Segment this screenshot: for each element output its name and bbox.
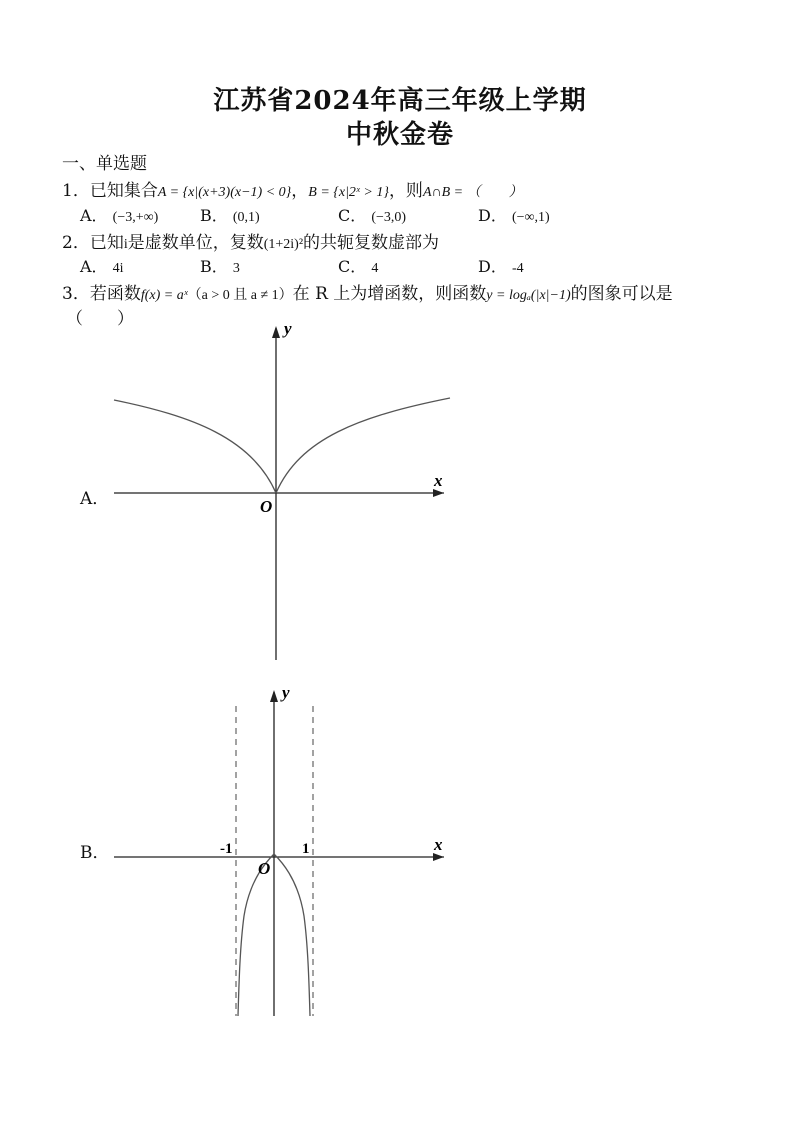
option-label: C． (338, 257, 367, 276)
question-1 (62, 176, 523, 201)
graph-a (100, 318, 460, 668)
question-number: 1． (62, 181, 90, 201)
option-value: 4i (112, 261, 124, 276)
question-2 (62, 228, 439, 253)
y-axis-arrow (272, 326, 280, 338)
option-label: B． (200, 257, 228, 276)
axis-label-x: x (434, 471, 443, 490)
q3-option-b[interactable]: B． (80, 843, 110, 863)
option-value: 4 (371, 261, 379, 276)
curve-right (276, 398, 450, 493)
axis-label-y: y (282, 683, 290, 702)
option-value: 3 (232, 261, 240, 276)
q2-option-b[interactable] (200, 254, 240, 277)
function-y: y = logₐ(|x|−1) (486, 288, 571, 303)
tick-label-pos1: 1 (302, 841, 310, 857)
section-label: 一、单选题 (62, 154, 147, 174)
page-title-line1: 江苏省2024年高三年级上学期 (213, 86, 587, 116)
question-text: 已知 (89, 233, 124, 253)
question-text: 若函数 (89, 284, 141, 304)
q1-option-c[interactable] (338, 203, 406, 226)
y-axis-arrow (270, 690, 278, 702)
option-label: B． (200, 206, 228, 225)
axis-label-x: x (434, 835, 443, 854)
imaginary-unit: i (123, 237, 128, 252)
option-label: C． (338, 206, 367, 225)
question-text: ，则 (388, 181, 423, 201)
option-label: D． (478, 206, 507, 225)
complex-expression: (1+2i)² (263, 237, 304, 252)
option-value: (−3,0) (371, 210, 407, 225)
question-3 (62, 279, 673, 304)
axis-label-y: y (284, 319, 292, 338)
q1-option-a[interactable] (80, 203, 158, 226)
question-text: 在 R 上为增函数，则函数 (292, 284, 487, 304)
option-value: -4 (511, 261, 524, 276)
question-number: 3． (62, 284, 90, 304)
x-axis-arrow (433, 853, 444, 861)
question-text: 的共轭复数虚部为 (303, 233, 440, 253)
q1-option-d[interactable] (478, 203, 550, 226)
function-f: f(x) = aˣ (140, 288, 188, 303)
option-value: (0,1) (232, 210, 260, 225)
q1-option-b[interactable] (200, 203, 260, 226)
set-b-expression: B = {x|2ˣ > 1} (308, 185, 389, 200)
origin-label: O (258, 859, 271, 878)
q2-option-c[interactable] (338, 254, 378, 277)
question-number: 2． (62, 233, 90, 253)
graph-b (100, 682, 460, 1018)
curve-left (238, 854, 274, 1016)
question-text: 的图象可以是 (570, 284, 673, 304)
option-label: D． (478, 257, 507, 276)
option-value: (−3,+∞) (112, 210, 159, 225)
intersection-expression: A∩B = （ ） (422, 185, 523, 200)
option-label: A． (80, 257, 108, 276)
x-axis-arrow (433, 489, 444, 497)
tick-label-neg1: -1 (220, 841, 233, 857)
condition: （a > 0 且 a ≠ 1） (187, 288, 293, 303)
question-text: 是虚数单位，复数 (127, 233, 264, 253)
separator: ， (291, 181, 309, 201)
set-a-expression: A = {x|(x+3)(x−1) < 0} (157, 185, 292, 200)
option-label: A． (80, 206, 108, 225)
page-title-line2: 中秋金卷 (345, 120, 454, 150)
q3-option-a[interactable]: A． (80, 489, 110, 509)
q2-option-a[interactable] (80, 254, 124, 277)
curve-left (114, 400, 276, 493)
origin-label: O (260, 497, 273, 516)
answer-paren: （ ） (66, 309, 134, 329)
option-value: (−∞,1) (511, 210, 550, 225)
question-text: 已知集合 (89, 181, 158, 201)
q2-option-d[interactable] (478, 254, 524, 277)
curve-right (274, 854, 310, 1016)
